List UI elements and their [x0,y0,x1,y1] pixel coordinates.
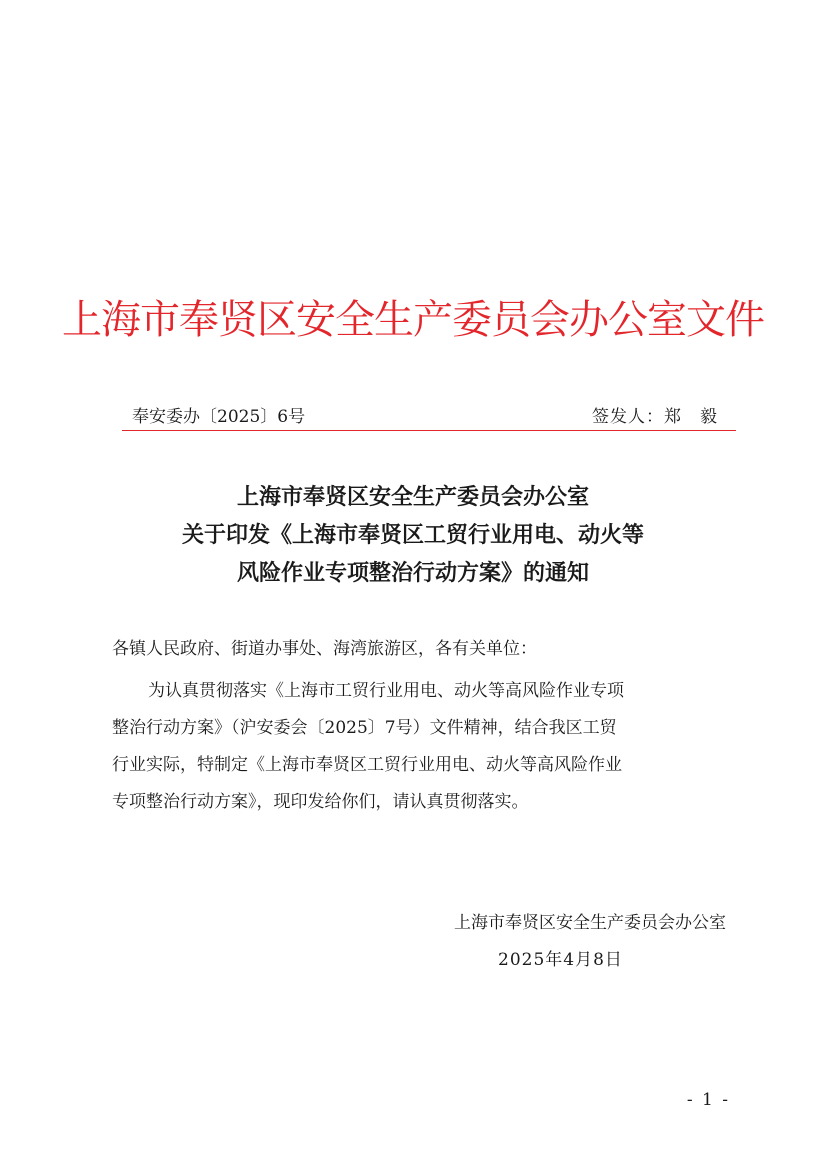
notice-title-line: 上海市奉贤区安全生产委员会办公室 [236,484,589,510]
body-line: 为认真贯彻落实《上海市工贸行业用电、动火等高风险作业专项 [148,681,624,701]
signature-organization: 上海市奉贤区安全生产委员会办公室 [454,913,726,933]
notice-title-line: 风险作业专项整治行动方案》的通知 [236,560,589,586]
signer: 签发人：郑 毅 [592,407,718,427]
signature-date: 2025年4月8日 [498,950,623,970]
body-line: 整治行动方案》（沪安委会〔2025〕7号）文件精神，结合我区工贸 [112,718,617,738]
body-line: 专项整治行动方案》，现印发给你们，请认真贯彻落实。 [112,792,529,812]
document-header-title: 上海市奉贤区安全生产委员会办公室文件 [62,297,764,343]
red-separator-line [122,430,736,431]
document-number-row [132,402,722,428]
body-line: 行业实际，特制定《上海市奉贤区工贸行业用电、动火等高风险作业 [112,755,622,775]
body-paragraph [112,673,732,821]
notice-title-line: 关于印发《上海市奉贤区工贸行业用电、动火等 [181,522,644,548]
salutation: 各镇人民政府、街道办事处、海湾旅游区，各有关单位： [112,639,537,659]
notice-title [0,478,826,592]
page-number: - 1 - [686,1090,730,1110]
document-number: 奉安委办〔2025〕6号 [132,407,306,427]
